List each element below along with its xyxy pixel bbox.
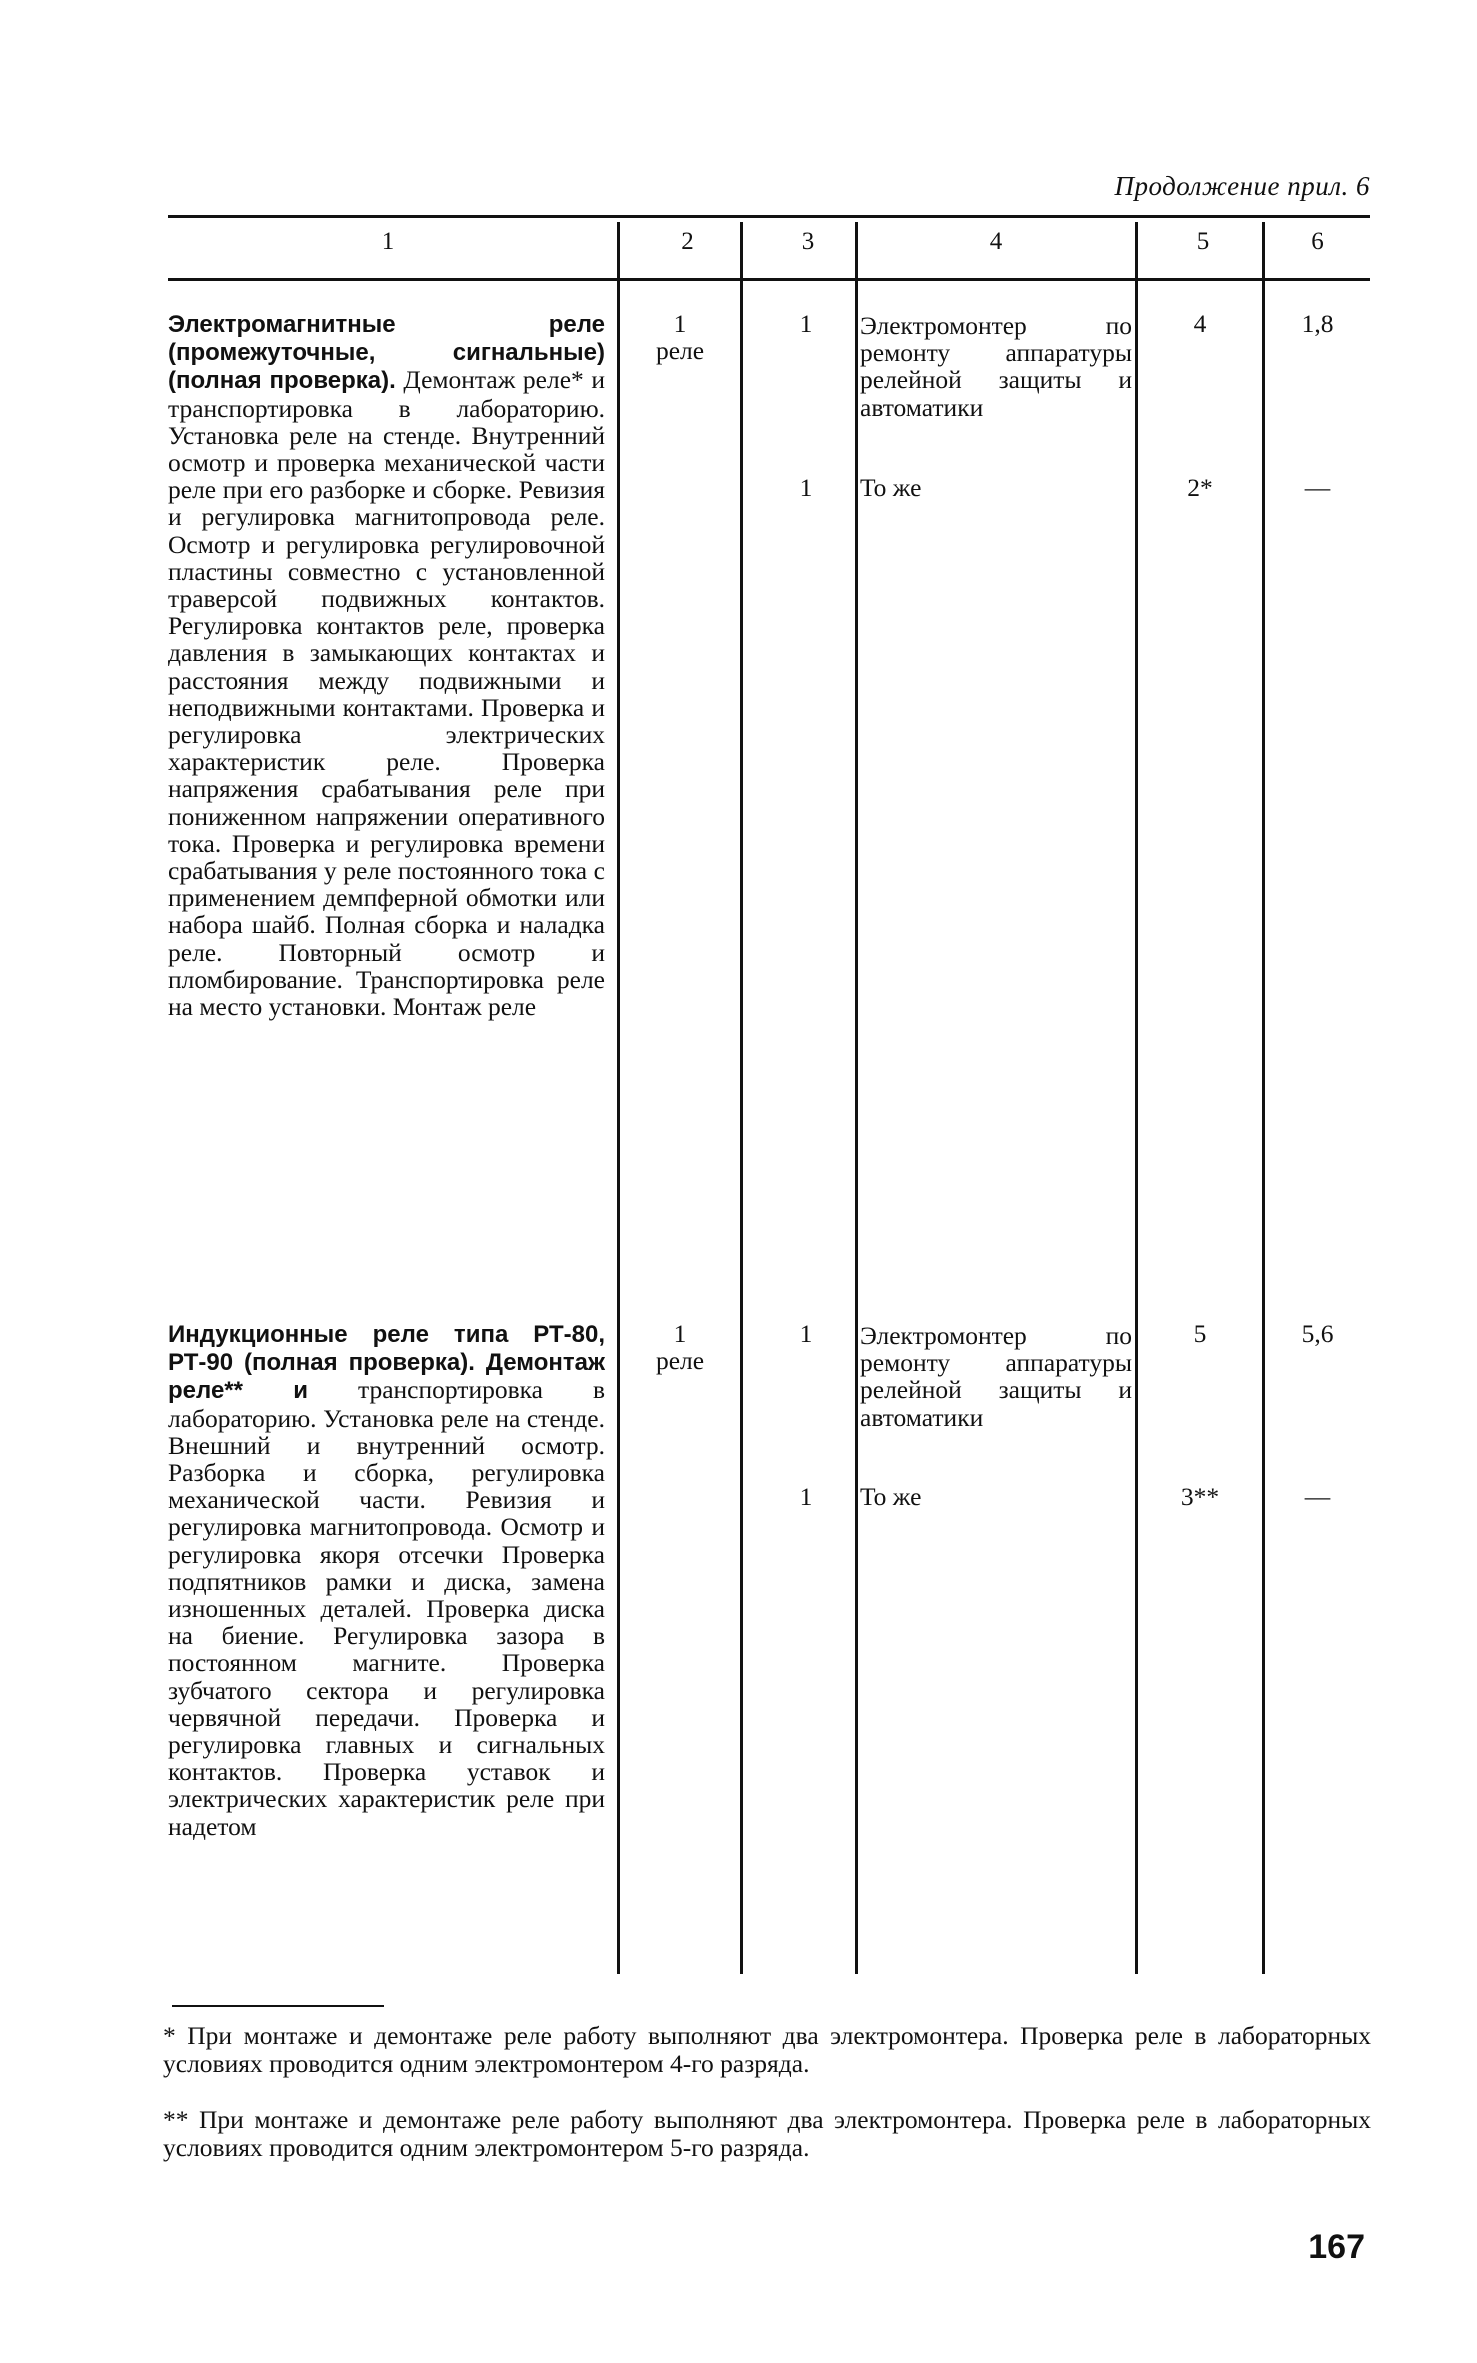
header-col-5: 5 [1196,228,1210,255]
row2-description [168,1320,605,1840]
table-header-bottom-rule [168,278,1370,281]
row2-sub2-norm: — [1304,1482,1331,1511]
footnote-1: * При монтаже и демонтаже реле работу выполняют два электромонтера. Проверка реле в лабораторных условиях проводится одним электромонтером 4-го разряда. [163,2021,1371,2078]
header-col-4: 4 [989,228,1003,255]
row1-sub1-grade: 4 [1193,309,1207,338]
row2-description-lead: Индукционные реле типа РТ-80, РТ-90 (полная проверка). Демонтаж реле** и [168,1321,605,1405]
row2-sub1-grade: 5 [1193,1319,1207,1348]
row2-unit-name: реле [655,1346,705,1376]
row1-description-rest: Демонтаж реле* и транспортировка в лабораторию. Установка реле на стенде. Внутренний осмотр и проверка механической части реле при его разборке и сборке. Ревизия и регулировка магнитопровода реле. Осмотр и регулировка регулировочной пластины совместно с установленной траверсой подвижных контактов. Регулировка контактов реле, проверка давления в замыкающих контактах и расстояния между подвижными и неподвижными контактами. Проверка и регулировка электрических характеристик реле. Проверка напряжения срабатывания реле при пониженном напряжении оперативного тока. Проверка и регулировка времени срабатывания у реле постоянного тока с применением демпферной обмотки или набора шайб. Полная сборка и наладка реле. Повторный осмотр и пломбирование. Транспортировка реле на место установки. Монтаж реле [168,365,605,1022]
header-col-1: 1 [381,228,395,255]
row1-sub2-grade: 2* [1187,473,1213,502]
row1-sub1-norm: 1,8 [1301,309,1334,338]
table-top-rule [168,215,1370,218]
row1-unit-num: 1 [673,309,687,338]
header-col-6: 6 [1311,228,1324,255]
row2-description-rest: транспортировка в лабораторию. Установка реле на стенде. Внешний и внутренний осмотр. Разборка и сборка, регулировка механической части. Ревизия и регулировка магнитопровода. Осмотр и регулировка якоря отсечки Проверка подпятников рамки и диска, замена изношенных деталей. Проверка диска на биение. Регулировка зазора в постоянном магните. Проверка зубчатого сектора и регулировка червячной передачи. Проверка и регулировка главных и сигнальных контактов. Проверка уставок и электрических характеристик реле при надетом [168,1375,605,1841]
row1-unit-name: реле [655,336,705,366]
row2-sub1-norm: 5,6 [1301,1319,1334,1348]
row1-description-lead: Электромагнитные реле (промежуточные, сигнальные) (полная проверка). [168,311,605,395]
continuation-label: Продолжение прил. 6 [1114,171,1370,201]
footnote-separator [172,2005,384,2007]
row1-sub1-worker: Электромонтер по ремонту аппаратуры релейной защиты и автоматики [860,311,1132,422]
row1-description [168,310,605,1020]
row2-sub2-worker: То же [860,1482,922,1511]
row2-sub2-count: 1 [799,1482,813,1511]
row1-sub2-norm: — [1304,473,1331,502]
row2-sub2-grade: 3** [1180,1482,1220,1511]
footnote-2: ** При монтаже и демонтаже реле работу выполняют два электромонтера. Проверка реле в лабораторных условиях проводится одним электромонтером 5-го разряда. [163,2105,1371,2162]
row1-sub1-count: 1 [799,309,813,338]
row2-sub1-worker: Электромонтер по ремонту аппаратуры релейной защиты и автоматики [860,1321,1132,1432]
row1-sub2-worker: То же [860,473,922,502]
row2-unit-num: 1 [673,1319,687,1348]
row2-sub1-count: 1 [799,1319,813,1348]
row1-sub2-count: 1 [799,473,813,502]
header-col-2: 2 [681,228,694,255]
row1-unit [640,310,720,364]
page-number: 167 [1308,2228,1365,2266]
col-divider-1 [617,222,620,1974]
header-col-3: 3 [801,228,815,255]
row2-unit [640,1320,720,1374]
